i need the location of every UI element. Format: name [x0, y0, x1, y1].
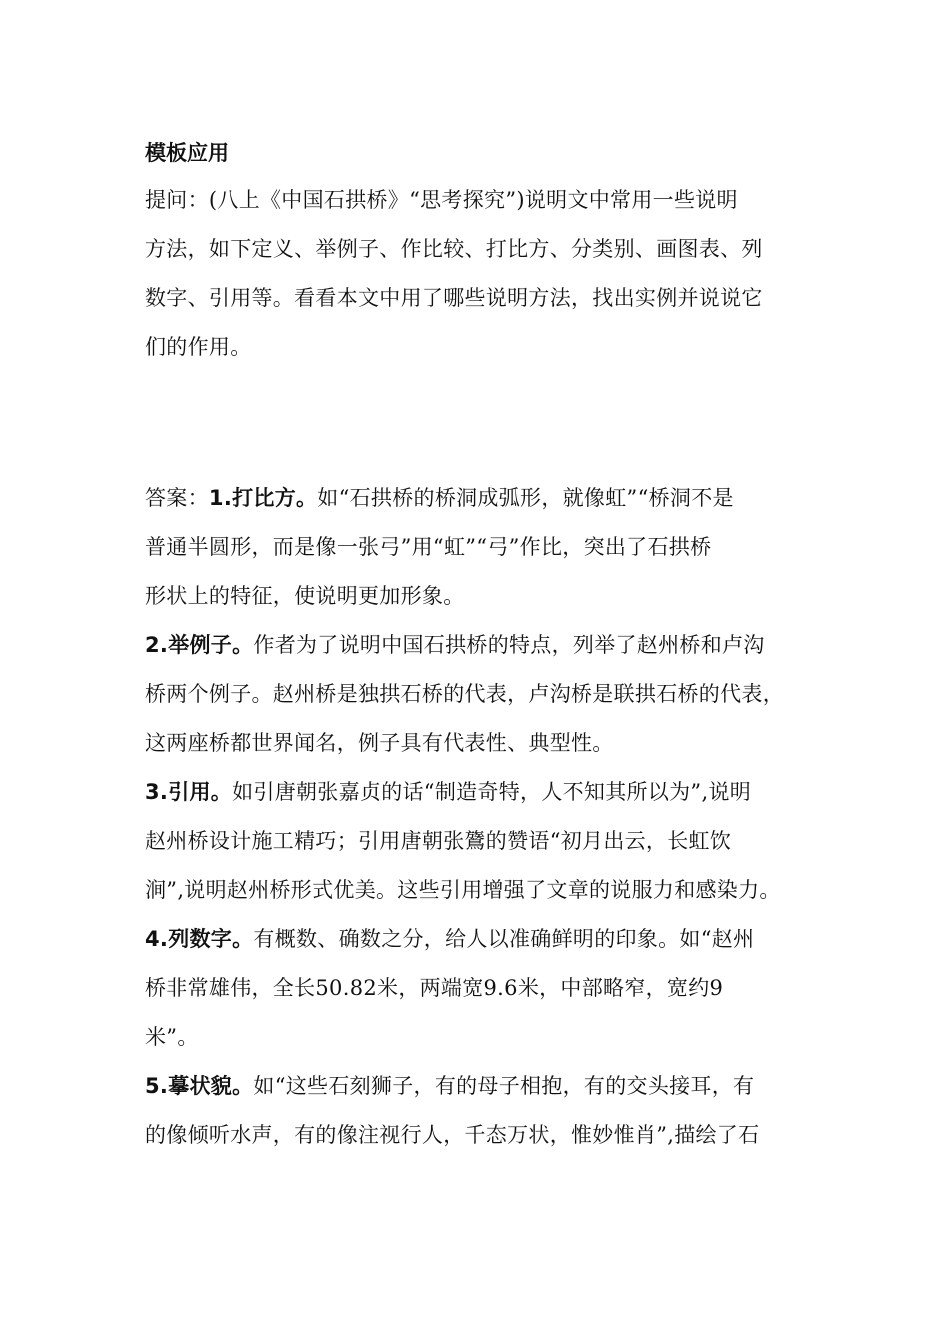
question-line: 数字、引用等。看看本文中用了哪些说明方法，找出实例并说说它	[145, 286, 763, 310]
answer-item-first-line	[145, 621, 825, 670]
answer-item-2	[145, 621, 825, 768]
answer-item-line: 形状上的特征，使说明更加形象。	[145, 584, 465, 608]
answer-item-line: 桥两个例子。赵州桥是独拱石桥的代表，卢沟桥是联拱石桥的代表，	[145, 682, 784, 706]
answer-item-heading: 3.引用。	[145, 780, 233, 804]
answer-item-line: 的像倾听水声，有的像注视行人，千态万状，惟妙惟肖”,描绘了石	[145, 1123, 760, 1147]
answer-item-heading: 5.摹状貌。	[145, 1074, 254, 1098]
answer-item-heading: 4.列数字。	[145, 927, 254, 951]
answer-item-line: 赵州桥设计施工精巧；引用唐朝张鷟的赞语“初月出云，长虹饮	[145, 829, 732, 853]
document-page	[145, 130, 825, 1160]
answer-item-1	[145, 474, 825, 621]
section-title: 模板应用	[145, 141, 229, 165]
answer-item-text: 作者为了说明中国石拱桥的特点，列举了赵州桥和卢沟	[253, 633, 765, 657]
answer-item-first-line	[145, 768, 825, 817]
question-line: 们的作用。	[145, 335, 252, 359]
answer-item-text: 如“这些石刻狮子，有的母子相抱，有的交头接耳，有	[253, 1074, 755, 1098]
answer-item-5	[145, 1062, 825, 1160]
answer-item-line: 桥非常雄伟，全长50.82米，两端宽9.6米，中部略窄，宽约9	[145, 976, 724, 1000]
answer-item-line: 普通半圆形，而是像一张弓”用“虹”“弓”作比，突出了石拱桥	[145, 535, 712, 559]
answer-item-first-line	[145, 474, 825, 523]
answer-item-text: 有概数、确数之分，给人以准确鲜明的印象。如“赵州	[253, 927, 755, 951]
answer-item-3	[145, 768, 825, 915]
question-line: 方法，如下定义、举例子、作比较、打比方、分类别、画图表、列	[145, 237, 763, 261]
answer-item-first-line	[145, 915, 825, 964]
answer-item-heading: 2.举例子。	[145, 633, 254, 657]
question-paragraph	[145, 176, 825, 372]
answer-item-first-line	[145, 1062, 825, 1111]
answer-item-4	[145, 915, 825, 1062]
answer-item-text: 如“石拱桥的桥洞成弧形，就像虹”“桥洞不是	[317, 486, 734, 510]
answer-item-line: 米”。	[145, 1025, 199, 1049]
answer-item-text: 如引唐朝张嘉贞的话“制造奇特，人不知其所以为”,说明	[232, 780, 752, 804]
answer-item-line: 这两座桥都世界闻名，例子具有代表性、典型性。	[145, 731, 614, 755]
answer-item-heading: 1.打比方。	[208, 486, 318, 510]
answer-prefix: 答案：	[145, 486, 209, 510]
answer-item-line: 涧”,说明赵州桥形式优美。这些引用增强了文章的说服力和感染力。	[145, 878, 781, 902]
spacer	[145, 372, 825, 474]
question-line: 提问：(八上《中国石拱桥》“思考探究”)说明文中常用一些说明	[145, 188, 738, 212]
